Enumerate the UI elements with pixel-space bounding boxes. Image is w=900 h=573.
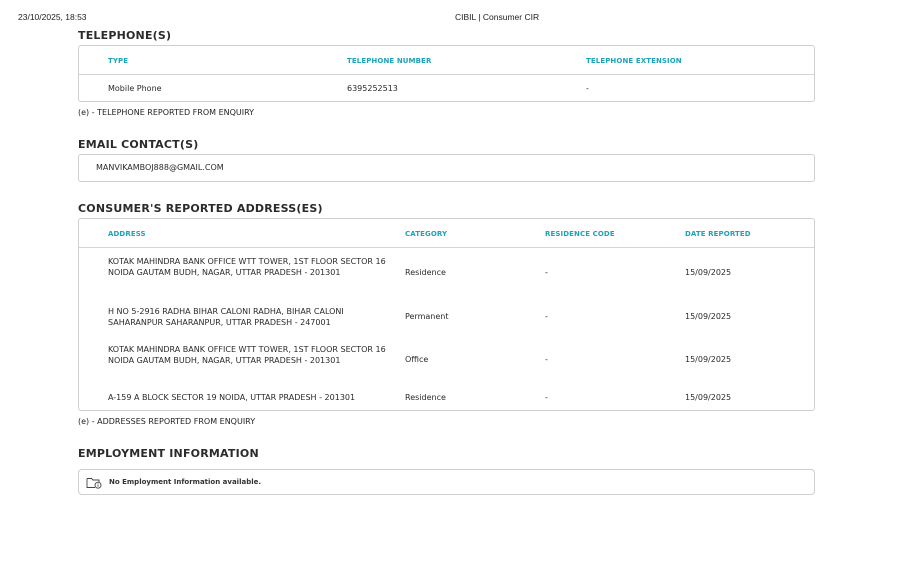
employment-section-title: EMPLOYMENT INFORMATION xyxy=(78,447,259,460)
address-text: KOTAK MAHINDRA BANK OFFICE WTT TOWER, 1ST FLOOR SECTOR 16 NOIDA GAUTAM BUDH, NAGAR, UTTAR PRADESH - 201301 xyxy=(108,257,386,277)
address-text: A-159 A BLOCK SECTOR 19 NOIDA, UTTAR PRADESH - 201301 xyxy=(108,393,356,402)
address-date: 15/09/2025 xyxy=(685,268,732,277)
telephones-note: (e) - TELEPHONE REPORTED FROM ENQUIRY xyxy=(78,108,255,117)
employment-empty-message: No Employment Information available. xyxy=(109,478,262,486)
address-category: Residence xyxy=(405,268,446,277)
emails-box xyxy=(78,154,815,182)
print-header xyxy=(18,12,900,24)
print-timestamp: 23/10/2025, 18:53 xyxy=(18,12,87,22)
address-residence-code: - xyxy=(545,355,548,364)
telephones-col-extension: TELEPHONE EXTENSION xyxy=(586,57,682,65)
telephones-table xyxy=(78,45,815,102)
addresses-col-residence-code: RESIDENCE CODE xyxy=(545,230,615,238)
address-date: 15/09/2025 xyxy=(685,312,732,321)
folder-info-icon xyxy=(86,476,102,489)
telephones-col-type: TYPE xyxy=(108,57,129,65)
telephones-header-divider xyxy=(79,74,814,75)
addresses-header-divider xyxy=(79,247,814,248)
telephone-number: 6395252513 xyxy=(347,84,398,93)
addresses-col-category: CATEGORY xyxy=(405,230,448,238)
addresses-note: (e) - ADDRESSES REPORTED FROM ENQUIRY xyxy=(78,417,256,426)
address-residence-code: - xyxy=(545,312,548,321)
address-residence-code: - xyxy=(545,393,548,402)
addresses-col-address: ADDRESS xyxy=(108,230,146,238)
address-residence-code: - xyxy=(545,268,548,277)
employment-empty-box xyxy=(78,469,815,495)
address-category: Permanent xyxy=(405,312,449,321)
addresses-table xyxy=(78,218,815,411)
telephones-col-number: TELEPHONE NUMBER xyxy=(347,57,432,65)
print-title: CIBIL | Consumer CIR xyxy=(455,12,540,22)
addresses-section-title: CONSUMER'S REPORTED ADDRESS(ES) xyxy=(78,202,323,215)
emails-section-title: EMAIL CONTACT(S) xyxy=(78,138,199,151)
address-category: Residence xyxy=(405,393,446,402)
address-date: 15/09/2025 xyxy=(685,393,732,402)
telephones-section-title: TELEPHONE(S) xyxy=(78,29,172,42)
address-text: H NO 5-2916 RADHA BIHAR CALONI RADHA, BIHAR CALONI SAHARANPUR SAHARANPUR, UTTAR PRADESH - 247001 xyxy=(108,307,344,327)
address-category: Office xyxy=(405,355,429,364)
address-date: 15/09/2025 xyxy=(685,355,732,364)
addresses-col-date: DATE REPORTED xyxy=(685,230,751,238)
telephone-extension: - xyxy=(586,84,589,93)
email-address: MANVIKAMBOJ888@GMAIL.COM xyxy=(96,163,224,172)
telephone-type: Mobile Phone xyxy=(108,84,162,93)
address-text: KOTAK MAHINDRA BANK OFFICE WTT TOWER, 1ST FLOOR SECTOR 16 NOIDA GAUTAM BUDH, NAGAR, UTTAR PRADESH - 201301 xyxy=(108,345,386,365)
